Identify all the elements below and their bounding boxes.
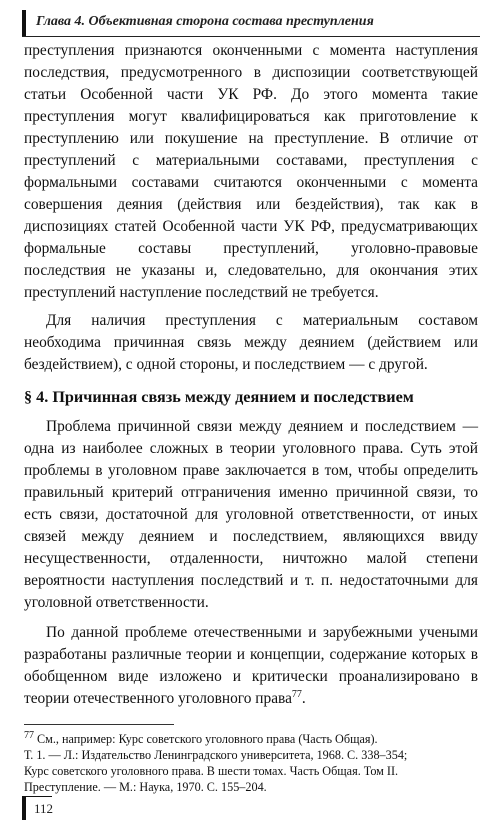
section-heading: § 4. Причинная связь между деянием и последствием (24, 388, 414, 406)
footnote-line-1-text: См., например: Курс советского уголовного права (Часть Общая). (37, 732, 378, 746)
footnote-marker: 77 (24, 729, 34, 741)
page-number-bar (22, 796, 26, 820)
chapter-title: Глава 4. Объективная сторона состава преступления (36, 14, 374, 29)
footnote-line-2: Т. 1. — Л.: Издательство Ленинградского университета, 1968. С. 338–354; (24, 748, 408, 762)
footnote-reference: 77 (291, 688, 302, 700)
running-header (22, 10, 480, 37)
footnote-line-1 (24, 731, 478, 747)
page-number: 112 (34, 801, 54, 816)
page-number-line (26, 796, 52, 797)
paragraph-1: преступления признаются оконченными с момента наступления последствия, предусмотренного в диспозиции соответствующей статьи Особенной части УК РФ. До этого момента такие преступления могут квалифицироваться как приготовление к преступлению или покушение на преступление. В отличие от преступлений с материальными составами, преступления с формальными составами считаются оконченными с момента совершения деяния (действия или бездействия), так как в диспозициях статей Особенной части УК РФ, предусматривающих формальные составы преступлений, уголовно-правовые последствия не указаны и, следовательно, для окончания этих преступлений наступление последствий не требуется. (24, 42, 478, 301)
running-header-bar (22, 10, 26, 36)
footnote-line-4: Преступление. — М.: Наука, 1970. С. 155–204. (24, 780, 267, 794)
paragraph-4: По данной проблеме отечественными и зарубежными учеными разработаны различные теории и концепции, содержание которых в обобщенном виде изложено и критически проанализировано в теории отечественного уголовного права$^{77}$. (24, 624, 478, 707)
paragraph-4-text: По данной проблеме отечественными и зарубежными учеными разработаны различные теории и концепции, содержание которых в обобщенном виде изложено и критически проанализировано в теории отечественного уголовного права (24, 624, 478, 707)
page-content (24, 40, 478, 795)
paragraph-3: Проблема причинной связи между деянием и последствием — одна из наиболее сложных в теории уголовного права. Суть этой проблемы в уголовном праве заключается в том, чтобы определить правильный критерий отграничения именно причинной связи, то есть связи, достаточной для уголовной ответственности, от иных связей между деянием и последствием, являющихся ввиду несущественности, отдаленности, ничтожно малой степени вероятности наступления последствий и т. п. недостаточными для уголовной ответственности. (24, 418, 478, 611)
footnote-divider (24, 724, 174, 725)
footnote (24, 731, 478, 795)
footnote-line-3: Курс советского уголовного права. В шести томах. Часть Общая. Том II. (24, 764, 399, 778)
page-number-block (22, 796, 66, 820)
paragraph-2: Для наличия преступления с материальным составом необходима причинная связь между деянием (действием или бездействием), с одной стороны, и последствием — с другой. (24, 312, 478, 373)
